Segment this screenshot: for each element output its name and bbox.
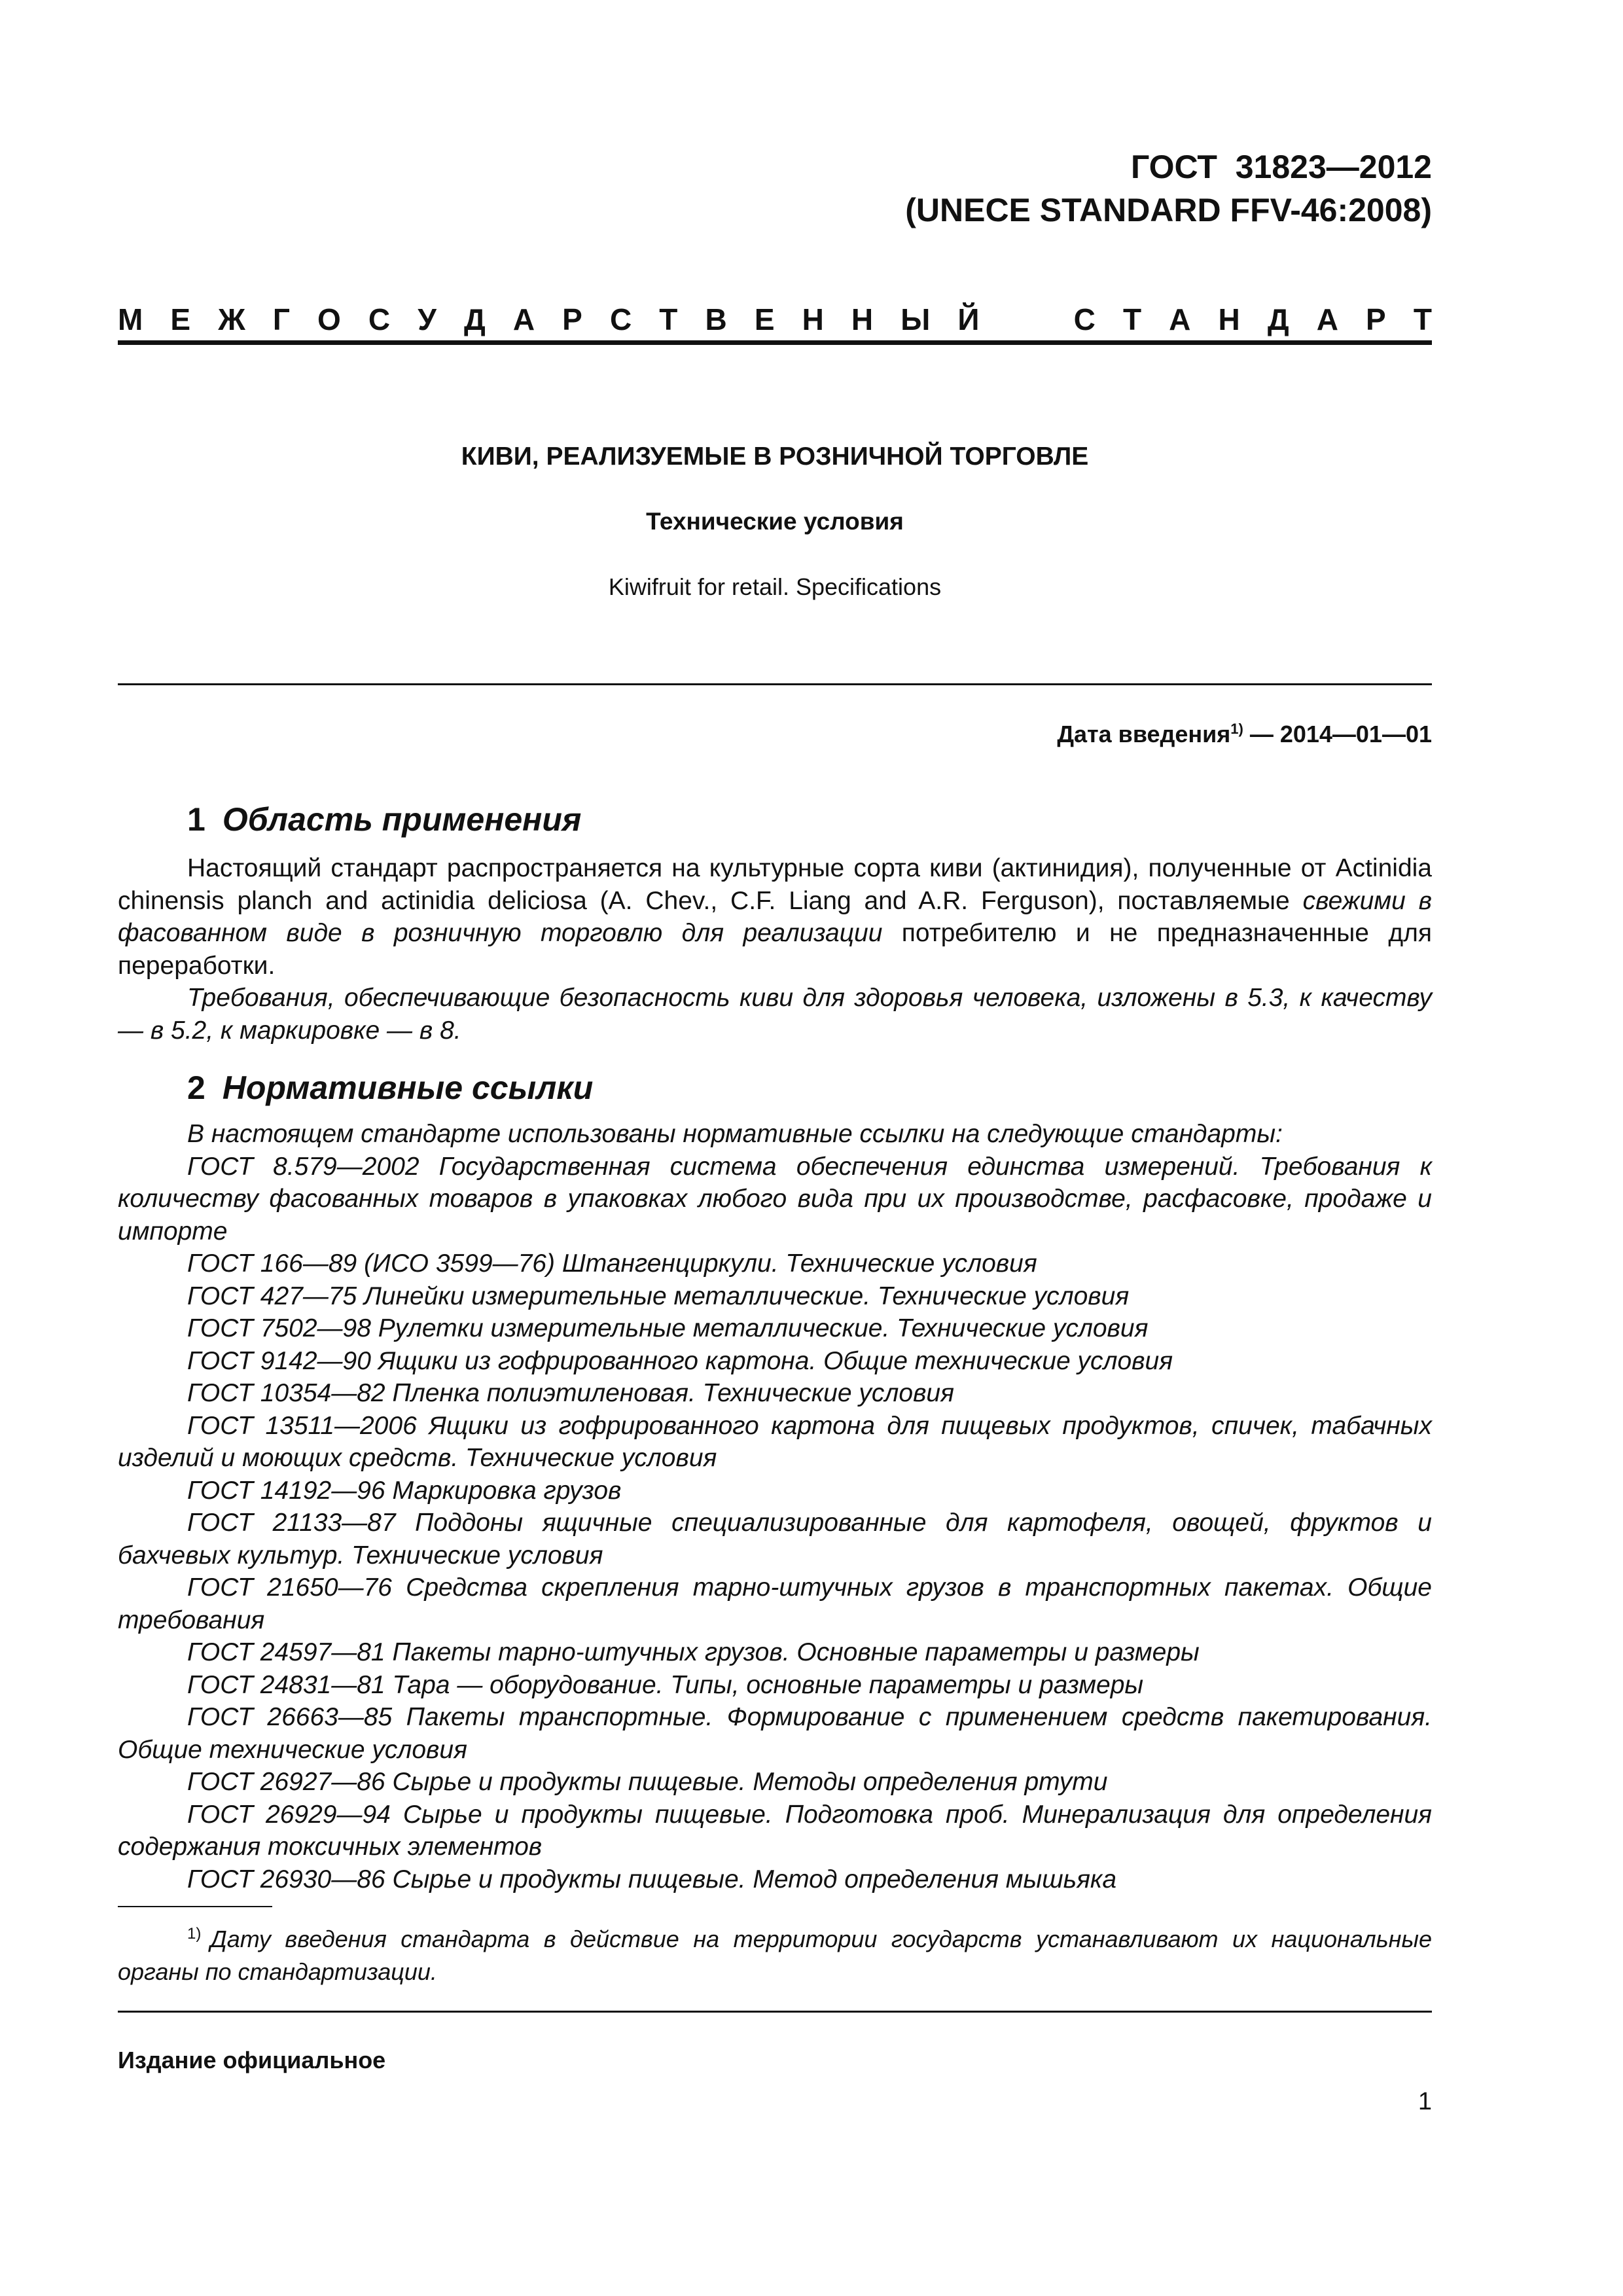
normative-reference: ГОСТ 14192—96 Маркировка грузов <box>187 1476 622 1505</box>
introduction-date-label: Дата введения <box>1057 721 1231 747</box>
interstate-letter: Н <box>802 302 824 336</box>
interstate-standard-header <box>118 300 1432 339</box>
interstate-letter: Н <box>1218 302 1240 336</box>
section-2-heading <box>187 1067 593 1109</box>
interstate-letter: Р <box>562 302 582 336</box>
interstate-letter: Р <box>1366 302 1386 336</box>
interstate-letter: А <box>1169 302 1191 336</box>
normative-reference: ГОСТ 8.579—2002 Государственная система обеспечения единства измерений. Требования к количеству фасованных товаров в упаковках любого вида при их производстве, расфасовке, продаже и импорте <box>118 1152 1432 1246</box>
normative-reference: ГОСТ 427—75 Линейки измерительные металлические. Технические условия <box>187 1282 1130 1310</box>
interstate-letter: Е <box>754 302 775 336</box>
section-1-paragraph-1 <box>118 852 1432 982</box>
section-1-number: 1 <box>187 801 205 838</box>
introduction-date <box>1057 713 1432 750</box>
section-1-p1-text-a: Настоящий стандарт распространяется на культурные сорта киви (актинидия), полученные от Actinidia chinensis planch and actinidia deliciosa (A. Chev., C.F. Liang and A.R. Ferguson), поставляемые <box>118 854 1432 915</box>
normative-reference: ГОСТ 26663—85 Пакеты транспортные. Формирование с применением средств пакетирования. Общие технические условия <box>118 1703 1432 1764</box>
interstate-letter: Г <box>272 302 290 336</box>
interstate-letter: Т <box>1413 302 1432 336</box>
designation-number: ГОСТ 31823—2012 <box>1130 149 1432 185</box>
interstate-letter: У <box>418 302 437 336</box>
section-1-paragraph-2: Требования, обеспечивающие безопасность киви для здоровья человека, изложены в 5.3, к качеству — в 5.2, к маркировке — в 8. <box>118 984 1432 1045</box>
section-2-number: 2 <box>187 1069 205 1106</box>
interstate-letter: Н <box>851 302 874 336</box>
interstate-letter: М <box>118 302 143 336</box>
section-1-heading <box>187 798 581 840</box>
interstate-letter: С <box>609 302 632 336</box>
normative-reference: ГОСТ 21650—76 Средства скрепления тарно-штучных грузов в транспортных пакетах. Общие требования <box>118 1573 1432 1634</box>
footnote <box>118 1918 1432 1988</box>
interstate-letter: А <box>512 302 535 336</box>
interstate-letter: Т <box>1122 302 1142 336</box>
section-1-p1-text-c: потребителю и не предназначенные для переработки. <box>118 919 1432 980</box>
normative-reference: ГОСТ 13511—2006 Ящики из гофрированного картона для пищевых продуктов, спичек, табачных изделий и моющих средств. Технические условия <box>118 1411 1432 1472</box>
designation-unece: (UNECE STANDARD FFV-46:2008) <box>905 192 1432 228</box>
normative-reference: ГОСТ 26930—86 Сырье и продукты пищевые. Метод определения мышьяка <box>187 1865 1117 1893</box>
normative-reference: ГОСТ 24597—81 Пакеты тарно-штучных грузов. Основные параметры и размеры <box>187 1638 1200 1666</box>
normative-reference: ГОСТ 166—89 (ИСО 3599—76) Штангенциркули. Технические условия <box>187 1249 1037 1278</box>
interstate-letter: С <box>368 302 391 336</box>
normative-reference: ГОСТ 9142—90 Ящики из гофрированного картона. Общие технические условия <box>187 1346 1173 1375</box>
footer-rule <box>118 2011 1432 2013</box>
title-rule <box>118 683 1432 685</box>
normative-reference: ГОСТ 7502—98 Рулетки измерительные металлические. Технические условия <box>187 1314 1149 1342</box>
section-1-p1-text-b: свежими в фасованном виде в розничную торговлю для реализации <box>118 886 1432 947</box>
interstate-letter: Е <box>170 302 191 336</box>
section-2-title: Нормативные ссылки <box>222 1069 594 1106</box>
interstate-letter: В <box>705 302 727 336</box>
page-number: 1 <box>1418 2088 1432 2115</box>
section-1-body <box>118 852 1432 1047</box>
header-rule <box>118 340 1432 345</box>
interstate-letter: Ы <box>901 302 931 336</box>
section-2-intro: В настоящем стандарте использованы нормативные ссылки на следующие стандарты: <box>187 1120 1283 1148</box>
interstate-letter: Й <box>957 302 980 336</box>
interstate-letter: О <box>317 302 341 336</box>
section-2-body <box>118 1118 1432 1895</box>
document-title: КИВИ, РЕАЛИЗУЕМЫЕ В РОЗНИЧНОЙ ТОРГОВЛЕ <box>461 442 1089 471</box>
introduction-date-value: — 2014—01—01 <box>1243 721 1432 747</box>
interstate-word-gap <box>1007 300 1046 339</box>
interstate-letter: Ж <box>218 302 245 336</box>
normative-reference: ГОСТ 26929—94 Сырье и продукты пищевые. Подготовка проб. Минерализация для определения содержания токсичных элементов <box>118 1800 1432 1861</box>
normative-reference: ГОСТ 10354—82 Пленка полиэтиленовая. Технические условия <box>187 1379 954 1407</box>
normative-reference: ГОСТ 26927—86 Сырье и продукты пищевые. Методы определения ртути <box>187 1768 1108 1796</box>
interstate-letter: С <box>1073 302 1096 336</box>
document-subtitle: Технические условия <box>646 508 904 535</box>
footnote-mark: 1) <box>187 1925 202 1943</box>
footnote-text: Дату введения стандарта в действие на территории государств устанавливают их национальные органы по стандартизации. <box>118 1926 1432 1985</box>
official-edition-label: Издание официальное <box>118 2047 386 2073</box>
interstate-letter: Д <box>1267 302 1289 336</box>
interstate-letter: Т <box>659 302 678 336</box>
interstate-letter: Д <box>463 302 486 336</box>
normative-reference: ГОСТ 24831—81 Тара — оборудование. Типы, основные параметры и размеры <box>187 1670 1144 1699</box>
introduction-date-footnote-mark: 1) <box>1230 721 1243 737</box>
normative-reference: ГОСТ 21133—87 Поддоны ящичные специализированные для картофеля, овощей, фруктов и бахчевых культур. Технические условия <box>118 1509 1432 1570</box>
standard-designation <box>905 145 1432 232</box>
footnote-paragraph <box>118 1918 1432 1988</box>
footnote-rule <box>118 1906 272 1907</box>
section-1-title: Область применения <box>222 801 582 838</box>
document-title-english: Kiwifruit for retail. Specifications <box>608 573 942 600</box>
interstate-letter: А <box>1316 302 1338 336</box>
